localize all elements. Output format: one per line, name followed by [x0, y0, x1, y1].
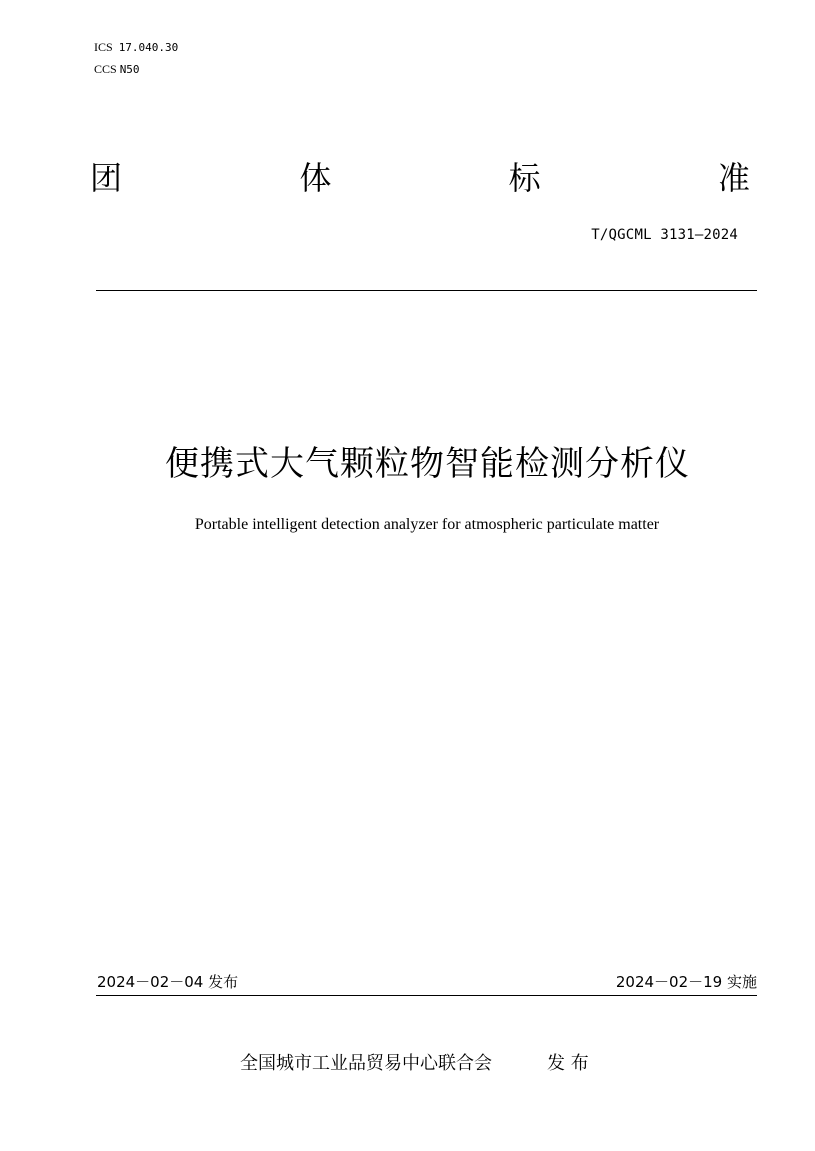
- ccs-code: N50: [119, 63, 140, 76]
- standard-number: T/QGCML 3131—2024: [591, 227, 738, 243]
- ics-code: 17.040.30: [118, 41, 179, 54]
- document-title-english: Portable intelligent detection analyzer for atmospheric particulate matter: [194, 516, 660, 533]
- footer-divider: [96, 995, 757, 996]
- standard-type-char: 标: [508, 159, 541, 197]
- publish-date: 2024－02－04 发布: [97, 973, 239, 991]
- ccs-label: CCS: [94, 62, 117, 76]
- ics-label: ICS: [94, 40, 113, 54]
- document-title-chinese: 便携式大气颗粒物智能检测分析仪: [165, 444, 690, 484]
- publisher-action: 发 布: [547, 1053, 589, 1074]
- implementation-date: 2024－02－19 实施: [615, 973, 757, 991]
- standard-type-char: 团: [90, 159, 123, 197]
- standard-type-char: 体: [299, 159, 332, 197]
- standard-type-heading: [90, 158, 750, 198]
- header-divider: [96, 290, 757, 291]
- standard-type-char: 准: [717, 159, 750, 197]
- publisher-name: 全国城市工业品贸易中心联合会: [240, 1053, 492, 1074]
- ics-classification: [94, 40, 178, 55]
- ccs-classification: [94, 62, 140, 77]
